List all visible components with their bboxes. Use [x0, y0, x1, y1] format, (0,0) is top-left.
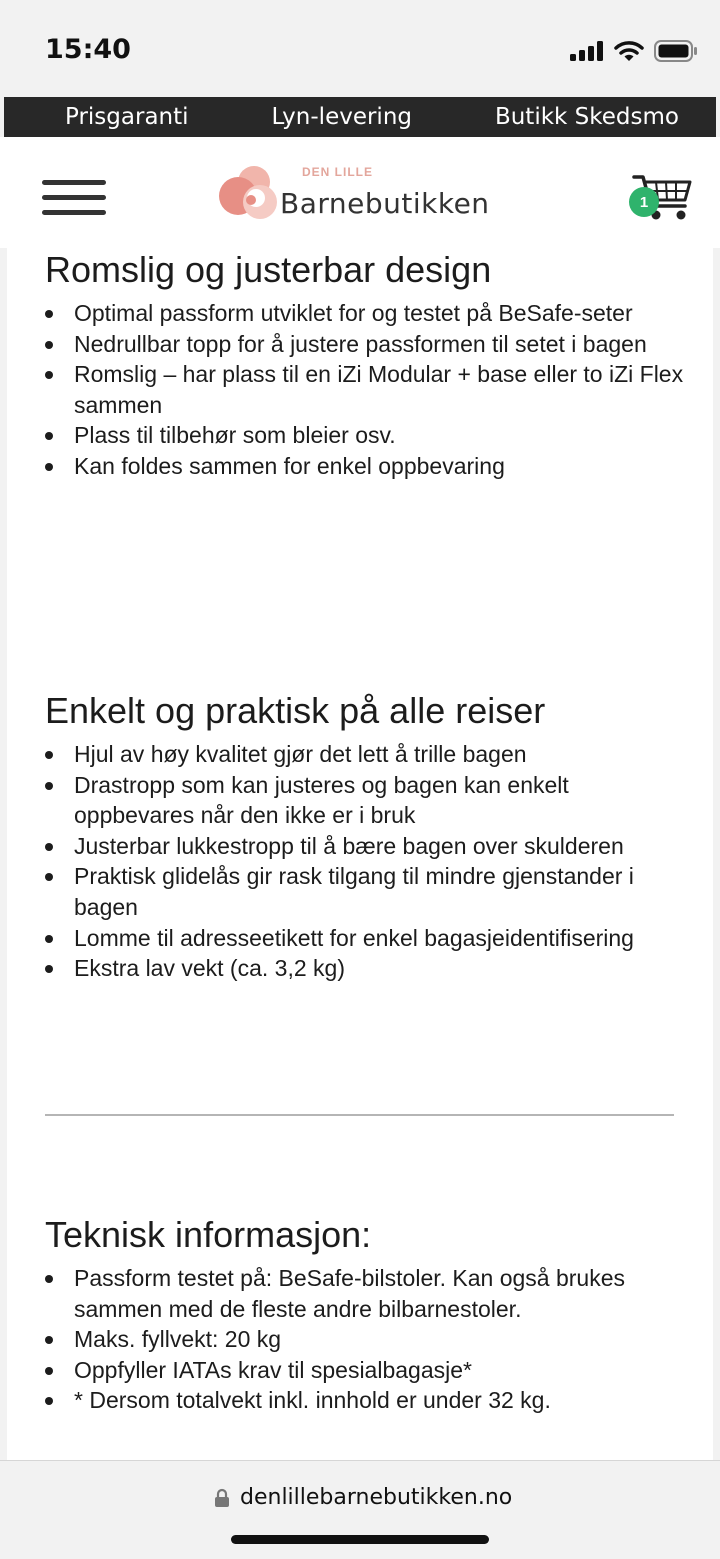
- section-technical: [45, 1213, 685, 1416]
- list-item: Maks. fyllvekt: 20 kg: [45, 1324, 685, 1355]
- home-indicator[interactable]: [231, 1535, 489, 1544]
- cellular-signal-icon: [570, 41, 604, 61]
- status-time: 15:40: [45, 34, 131, 65]
- list-item: Plass til tilbehør som bleier osv.: [45, 420, 685, 451]
- list-item: Drastropp som kan justeres og bagen kan enkelt oppbevares når den ikke er i bruk: [45, 770, 685, 831]
- menu-icon[interactable]: [42, 180, 106, 216]
- list-item: Nedrullbar topp for å justere passformen til setet i bagen: [45, 329, 685, 360]
- list-item: Optimal passform utviklet for og testet på BeSafe-seter: [45, 298, 685, 329]
- status-icons: [570, 38, 698, 64]
- lock-icon: [214, 1488, 230, 1508]
- status-bar: [0, 0, 720, 97]
- feature-list: [45, 739, 685, 984]
- feature-list: [45, 298, 685, 482]
- site-header: [0, 137, 720, 248]
- promo-bar: [4, 97, 716, 137]
- list-item: Ekstra lav vekt (ca. 3,2 kg): [45, 953, 685, 984]
- cart-count-badge: 1: [629, 187, 659, 217]
- list-item: Lomme til adresseetikett for enkel bagasjeidentifisering: [45, 923, 685, 954]
- product-description: [7, 248, 713, 1460]
- list-item: Romslig – har plass til en iZi Modular + base eller to iZi Flex sammen: [45, 359, 685, 420]
- section-title: Enkelt og praktisk på alle reiser: [45, 690, 546, 731]
- cart-button[interactable]: [628, 172, 694, 226]
- spec-list: [45, 1263, 685, 1416]
- logo-subtitle: DEN LILLE: [302, 165, 373, 179]
- list-item: Oppfyller IATAs krav til spesialbagasje*: [45, 1355, 685, 1386]
- section-design: [45, 248, 685, 482]
- section-title: Teknisk informasjon:: [45, 1214, 372, 1255]
- site-logo[interactable]: [218, 159, 508, 225]
- section-divider: [45, 1114, 674, 1116]
- logo-title: Barnebutikken: [280, 187, 490, 220]
- logo-mark-icon: [218, 162, 282, 222]
- address-bar[interactable]: [214, 1485, 512, 1510]
- list-item: Passform testet på: BeSafe-bilstoler. Kan også brukes sammen med de fleste andre bilbarnestoler.: [45, 1263, 685, 1324]
- promo-item-butikk-skedsmo[interactable]: Butikk Skedsmo: [494, 104, 679, 130]
- section-title: Romslig og justerbar design: [45, 249, 492, 290]
- list-item: Hjul av høy kvalitet gjør det lett å trille bagen: [45, 739, 685, 770]
- promo-item-lyn-levering[interactable]: Lyn-levering: [271, 104, 412, 130]
- promo-item-prisgaranti[interactable]: Prisgaranti: [65, 104, 189, 130]
- list-item: Kan foldes sammen for enkel oppbevaring: [45, 451, 685, 482]
- browser-url-bar: [0, 1460, 720, 1559]
- wifi-icon: [614, 40, 644, 62]
- list-item: Justerbar lukkestropp til å bære bagen over skulderen: [45, 831, 685, 862]
- battery-icon: [654, 40, 698, 62]
- section-travel: [45, 689, 685, 984]
- list-item: Praktisk glidelås gir rask tilgang til mindre gjenstander i bagen: [45, 861, 685, 922]
- list-item: * Dersom totalvekt inkl. innhold er under 32 kg.: [45, 1385, 685, 1416]
- url-text: denlillebarnebutikken.no: [240, 1485, 513, 1510]
